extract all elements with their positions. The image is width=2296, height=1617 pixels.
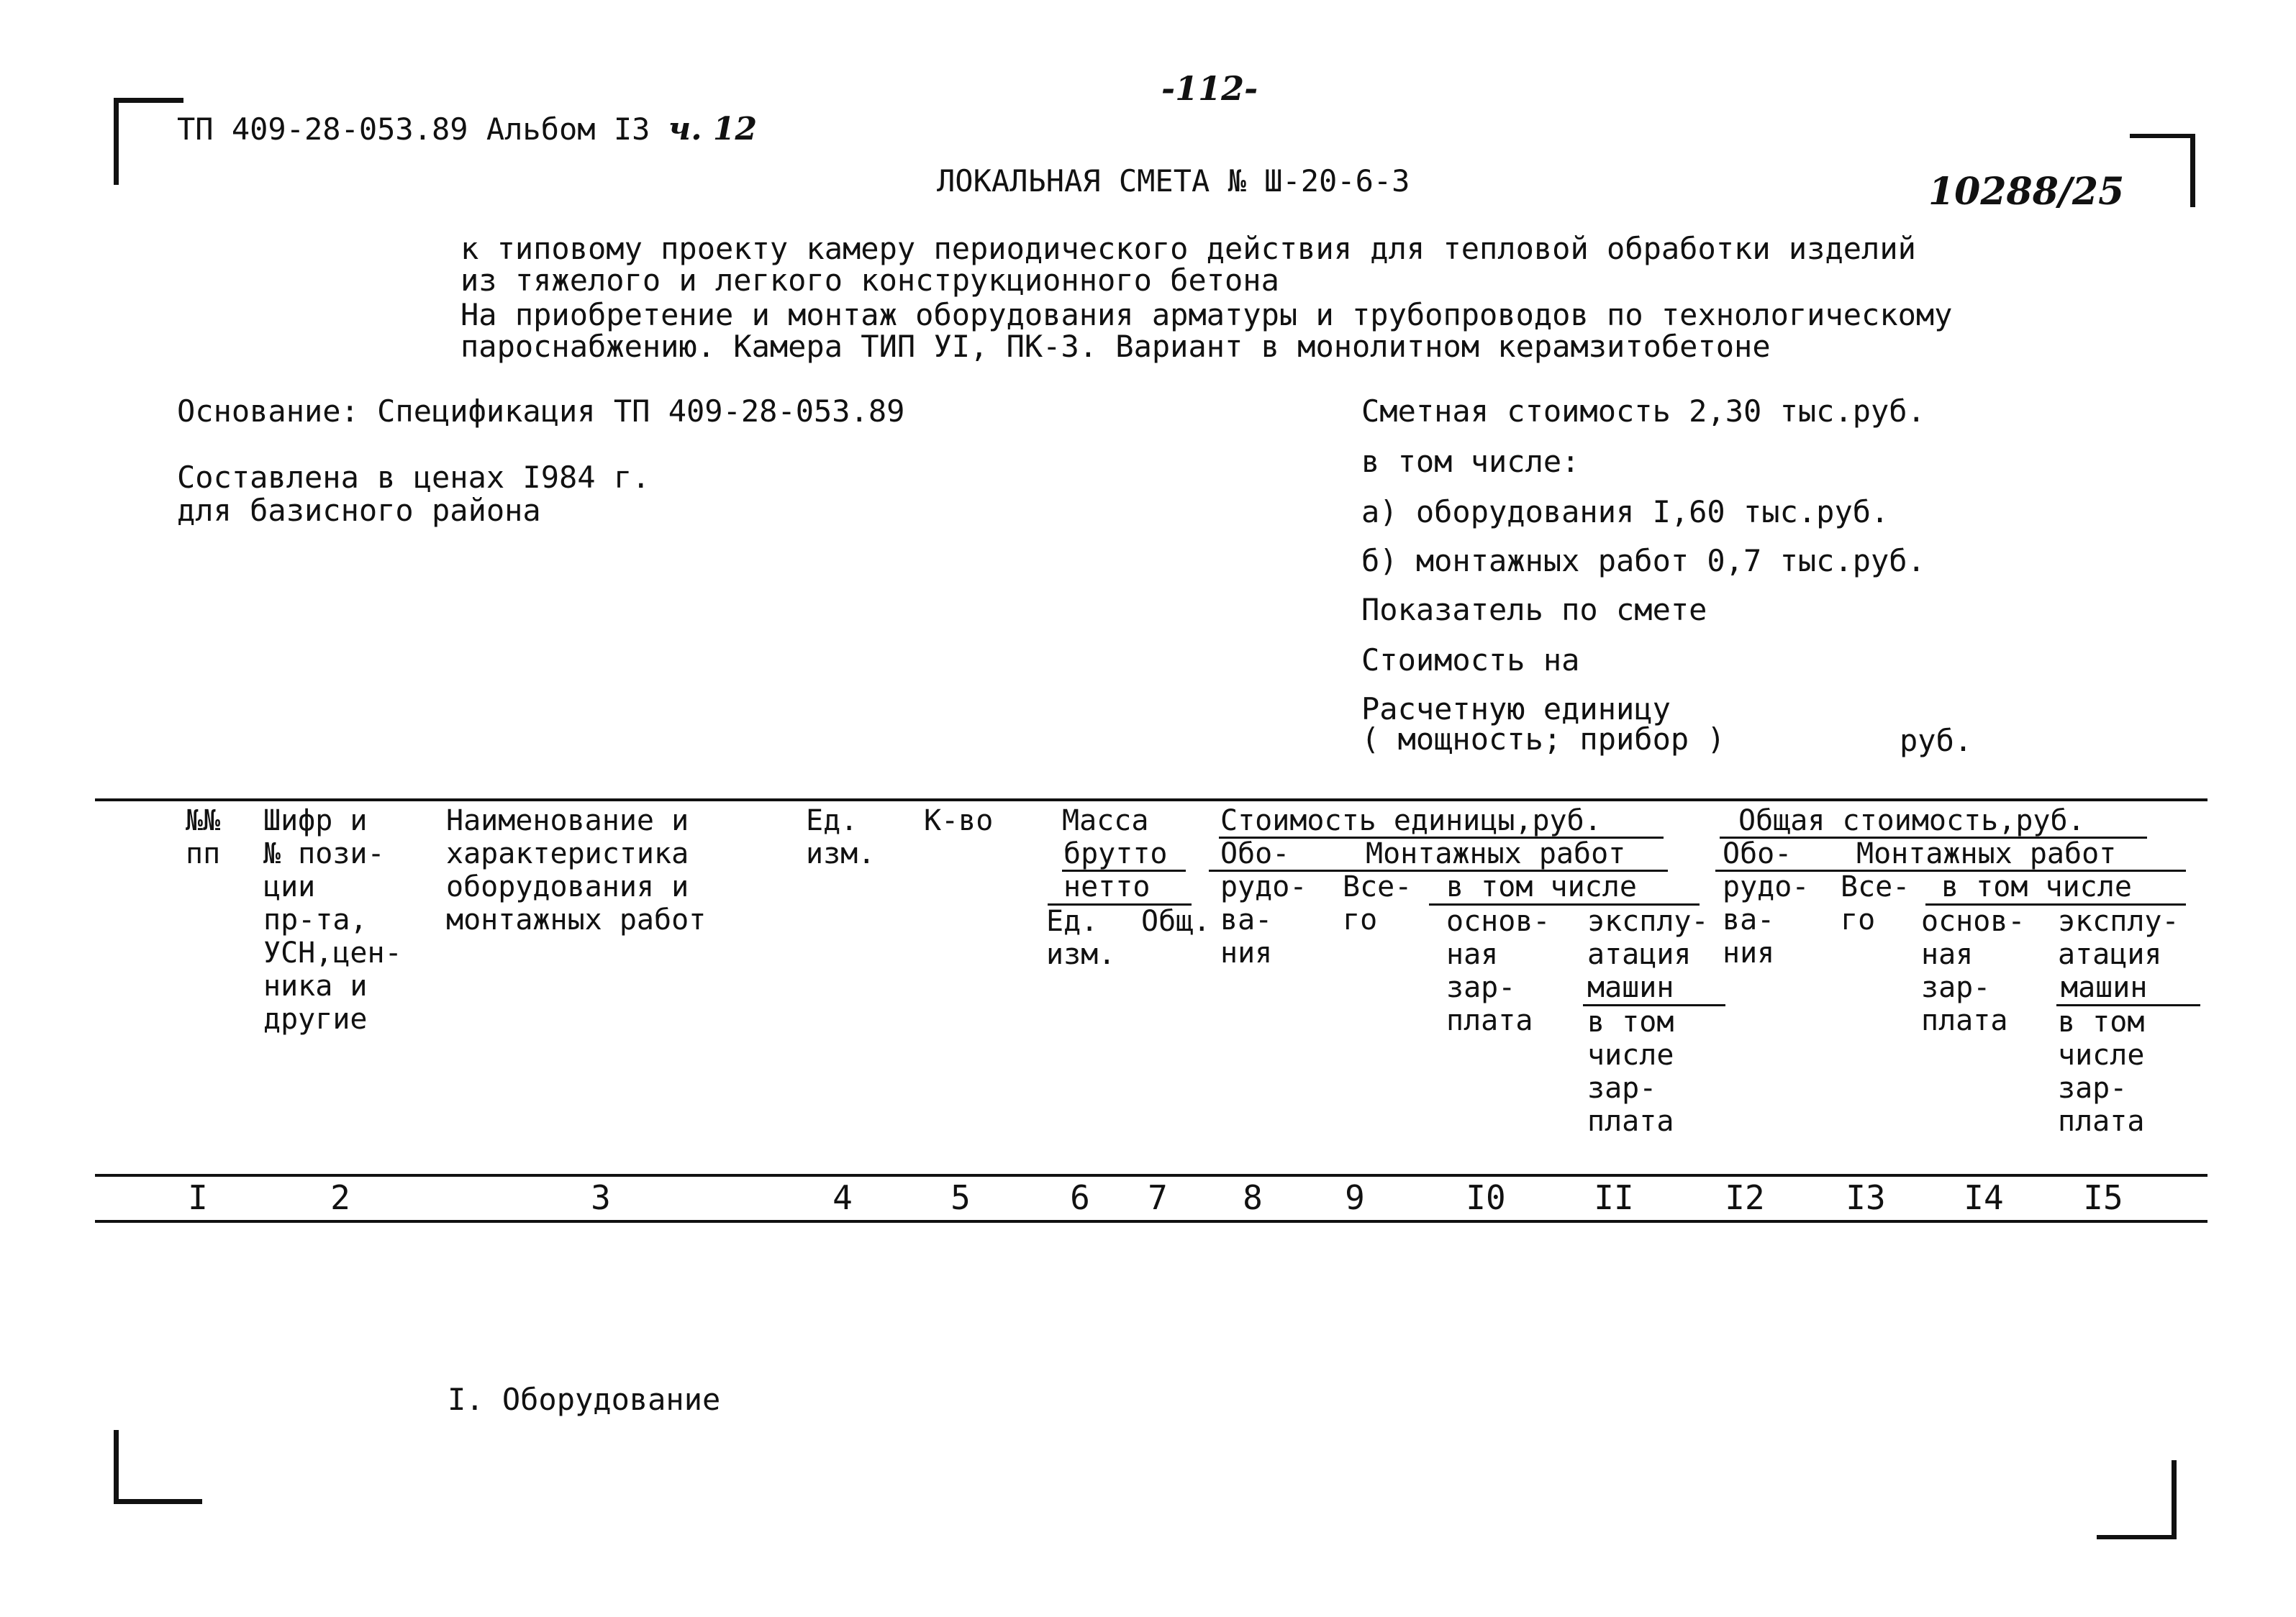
subtitle-line-1: к типовому проекту камеру периодического действия для тепловой обработки изделий — [460, 231, 1916, 266]
column-number: 7 — [1148, 1178, 1168, 1217]
header-unit-wage: основ- ная зар- плата — [1446, 905, 1551, 1037]
column-number: I3 — [1846, 1178, 1886, 1217]
header-unit-all: Все- го — [1343, 870, 1412, 937]
summary-including: в том числе: — [1361, 444, 1580, 479]
column-number: 3 — [591, 1178, 611, 1217]
header-total-cost: Общая стоимость,руб. — [1738, 804, 2085, 837]
header-unit: Ед. изм. — [806, 804, 876, 870]
column-numbers-rule — [95, 1220, 2207, 1223]
header-unit-cost: Стоимость единицы,руб. — [1220, 804, 1602, 837]
header-code: Шифр и № пози- ции пр-та, УСН,цен- ника и другие — [263, 804, 402, 1036]
header-total-wage: основ- ная зар- плата — [1921, 905, 2025, 1037]
header-name: Наименование и характеристика оборудования и монтажных работ — [446, 804, 707, 937]
header-total-including: в том числе — [1941, 870, 2132, 903]
column-number: I0 — [1466, 1178, 1506, 1217]
document-title: ЛОКАЛЬНАЯ СМЕТА № Ш-20-6-3 — [937, 163, 1410, 199]
header-unit-equipment: Обо- рудо- ва- ния — [1220, 837, 1307, 970]
header-reference-hand: ч. 12 — [668, 111, 758, 147]
subtitle-line-2: из тяжелого и легкого конструкционного бетона — [460, 263, 1279, 298]
summary-cost: Сметная стоимость 2,30 тыс.руб. — [1361, 393, 1925, 429]
summary-equipment: а) оборудования I,60 тыс.руб. — [1361, 494, 1889, 529]
header-total-machines-wage: в том числе зар- плата — [2058, 1006, 2145, 1138]
header-mass-netto: нетто — [1063, 870, 1151, 903]
header-total-all: Все- го — [1841, 870, 1910, 937]
corner-mark-top-left — [114, 98, 183, 185]
column-number: I2 — [1725, 1178, 1765, 1217]
header-quantity: К-во — [924, 804, 994, 837]
subtitle-line-4: пароснабжению. Камера ТИП УI, ПК-3. Вариант в монолитном керамзитобетоне — [460, 329, 1771, 364]
header-mass: Масса — [1062, 804, 1149, 837]
summary-unit-line-2: ( мощность; прибор ) — [1361, 721, 1725, 757]
summary-cost-per: Стоимость на — [1361, 642, 1580, 678]
header-unit-mounting: Монтажных работ — [1366, 837, 1626, 870]
header-mass-total: Общ. — [1141, 905, 1211, 938]
summary-mounting: б) монтажных работ 0,7 тыс.руб. — [1361, 543, 1925, 578]
column-number: 4 — [832, 1178, 853, 1217]
header-unit-machines-wage: в том числе зар- плата — [1587, 1006, 1674, 1138]
header-reference — [177, 111, 758, 147]
header-mass-brutto: брутто — [1063, 837, 1168, 870]
header-unit-exploit: эксплу- атация — [1587, 905, 1709, 971]
header-mass-unit: Ед. изм. — [1046, 905, 1116, 971]
header-number: №№ пп — [186, 804, 221, 870]
subtitle-line-3: На приобретение и монтаж оборудования арматуры и трубопроводов по технологическому — [460, 297, 1953, 332]
corner-mark-bottom-right — [2097, 1460, 2177, 1539]
table-header-rule — [95, 1174, 2207, 1177]
summary-indicator: Показатель по смете — [1361, 592, 1707, 627]
column-number: 8 — [1243, 1178, 1263, 1217]
basis-line: Основание: Спецификация ТП 409-28-053.89 — [177, 393, 905, 429]
column-number: I5 — [2083, 1178, 2123, 1217]
summary-unit-currency: руб. — [1900, 723, 1973, 758]
corner-mark-top-right — [2130, 134, 2195, 207]
column-number: 5 — [950, 1178, 971, 1217]
archive-number: 10288/25 — [1928, 170, 2125, 214]
header-total-mounting: Монтажных работ — [1856, 837, 2117, 870]
prices-line-1: Составлена в ценах I984 г. — [177, 460, 650, 495]
header-total-exploit: эксплу- атация — [2058, 905, 2179, 971]
header-total-machines: машин — [2061, 971, 2148, 1004]
column-number: I4 — [1964, 1178, 2004, 1217]
header-total-equipment: Обо- рудо- ва- ния — [1723, 837, 1810, 970]
corner-mark-bottom-left — [114, 1430, 202, 1504]
header-unit-including: в том числе — [1446, 870, 1637, 903]
header-reference-print: ТП 409-28-053.89 Альбом I3 — [177, 111, 650, 147]
column-number: I — [188, 1178, 208, 1217]
table-top-rule — [95, 798, 2207, 801]
column-number: II — [1594, 1178, 1634, 1217]
column-number: 9 — [1345, 1178, 1365, 1217]
header-unit-machines: машин — [1587, 971, 1674, 1004]
prices-line-2: для базисного района — [177, 493, 541, 528]
page-number: -112- — [1161, 69, 1258, 108]
summary-unit-line-1: Расчетную единицу — [1361, 691, 1671, 726]
column-number: 2 — [330, 1178, 350, 1217]
column-number: 6 — [1070, 1178, 1090, 1217]
section-title: I. Оборудование — [448, 1382, 721, 1417]
